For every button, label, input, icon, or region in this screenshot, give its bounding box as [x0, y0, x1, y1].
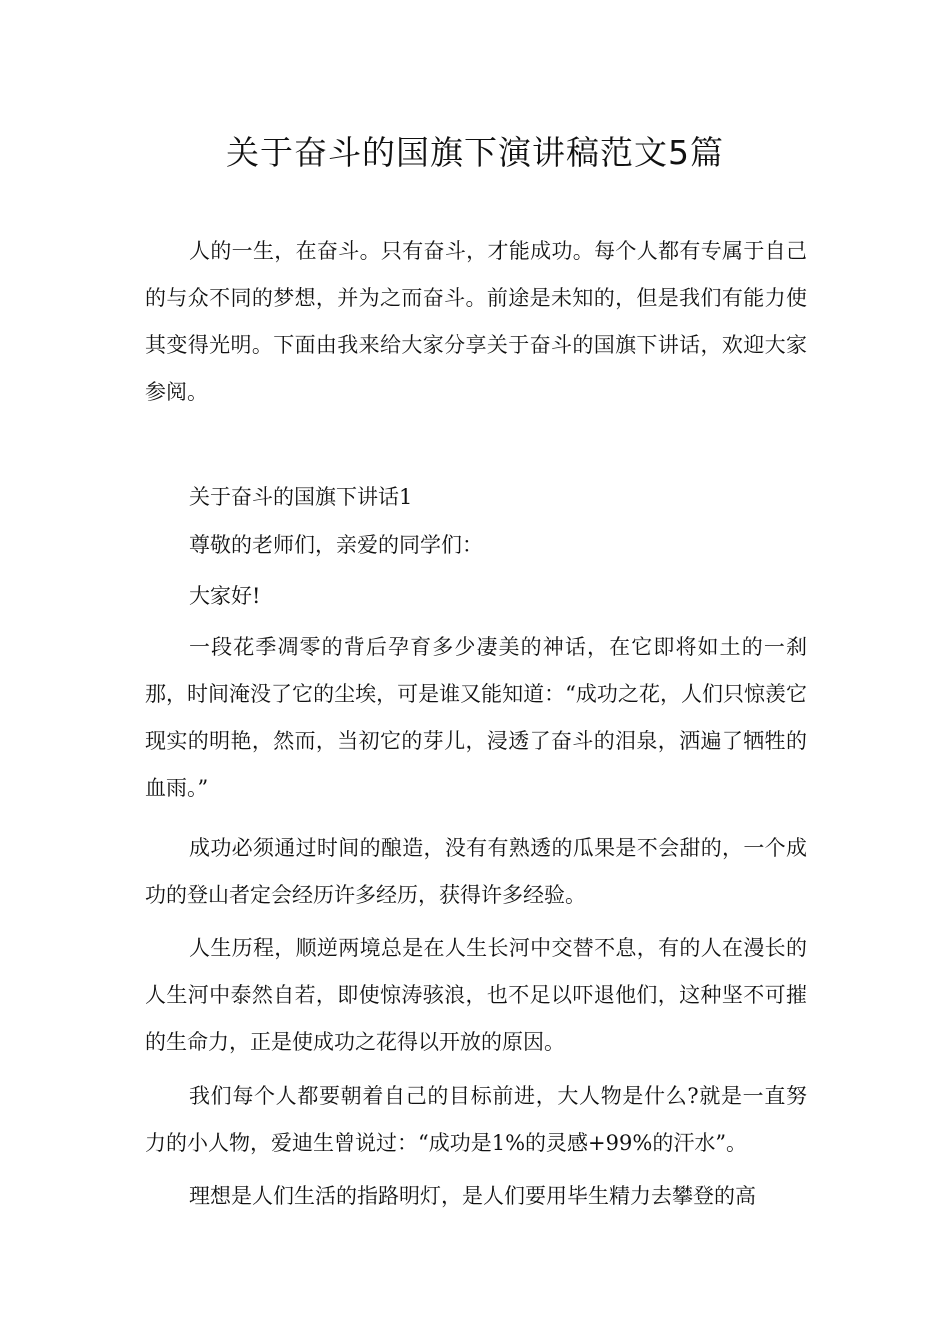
body-paragraph: 我们每个人都要朝着自己的目标前进，大人物是什么?就是一直努力的小人物，爱迪生曾说过：“成功是1%的灵感+99%的汗水”。	[145, 1084, 807, 1155]
body-paragraph: 成功必须通过时间的酿造，没有有熟透的瓜果是不会甜的，一个成功的登山者定会经历许多经历，获得许多经验。	[145, 836, 807, 907]
intro-paragraph: 人的一生，在奋斗。只有奋斗，才能成功。每个人都有专属于自己的与众不同的梦想，并为之而奋斗。前途是未知的，但是我们有能力使其变得光明。下面由我来给大家分享关于奋斗的国旗下讲话，欢迎大家参阅。	[145, 239, 807, 404]
section-heading: 关于奋斗的国旗下讲话1	[189, 485, 413, 509]
greeting: 大家好!	[189, 584, 261, 608]
salutation: 尊敬的老师们，亲爱的同学们：	[189, 533, 483, 557]
body-paragraph: 理想是人们生活的指路明灯，是人们要用毕生精力去攀登的高	[189, 1184, 756, 1208]
body-paragraph: 人生历程，顺逆两境总是在人生长河中交替不息，有的人在漫长的人生河中泰然自若，即使惊涛骇浪，也不足以吓退他们，这种坚不可摧的生命力，正是使成功之花得以开放的原因。	[145, 936, 807, 1054]
document-title: 关于奋斗的国旗下演讲稿范文5篇	[226, 133, 724, 172]
body-paragraph: 一段花季凋零的背后孕育多少凄美的神话，在它即将如土的一刹那，时间淹没了它的尘埃，可是谁又能知道：“成功之花，人们只惊羡它现实的明艳，然而，当初它的芽儿，浸透了奋斗的泪泉，洒遍了牺牲的血雨。”	[145, 635, 807, 800]
